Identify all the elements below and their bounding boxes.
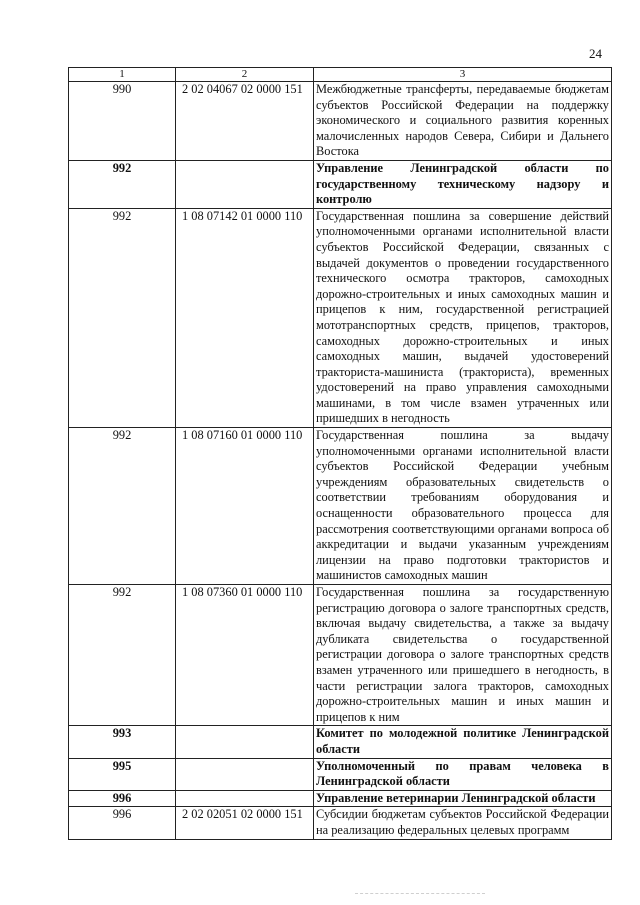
- table-body: [69, 82, 612, 840]
- revenue-code-cell: [176, 160, 314, 208]
- description-cell: Управление ветеринарии Ленинградской области: [314, 790, 612, 807]
- description-cell: Государственная пошлина за государственную регистрацию договора о залоге транспортных средств, включая выдачу свидетельства, а также за выдачу дубликата свидетельства о государственной регистрации договора о залоге транспортных средств взамен утраченного или пришедшего в негодность, в части регистрации залога тракторов, самоходных дорожно-строительных машин и иных машин и прицепов к ним: [314, 585, 612, 726]
- admin-code-cell: 993: [69, 726, 176, 758]
- description-cell: Комитет по молодежной политике Ленинградской области: [314, 726, 612, 758]
- admin-code-cell: 996: [69, 807, 176, 839]
- description-cell: Межбюджетные трансферты, передаваемые бюджетам субъектов Российской Федерации на поддержку экономического и социального развития коренных малочисленных народов Севера, Сибири и Дальнего Востока: [314, 82, 612, 161]
- revenue-code-cell: 2 02 04067 02 0000 151: [176, 82, 314, 161]
- admin-code-cell: 992: [69, 585, 176, 726]
- header-col-2: 2: [176, 68, 314, 82]
- admin-code-cell: 996: [69, 790, 176, 807]
- table-header-row: [69, 68, 612, 82]
- table-row: [69, 208, 612, 427]
- header-col-1: 1: [69, 68, 176, 82]
- section-header-row: [69, 758, 612, 790]
- revenue-code-cell: [176, 726, 314, 758]
- description-cell: Управление Ленинградской области по государственному техническому надзору и контролю: [314, 160, 612, 208]
- description-cell: Уполномоченный по правам человека в Ленинградской области: [314, 758, 612, 790]
- table-row: [69, 82, 612, 161]
- scan-artifact: [355, 893, 485, 895]
- table-row: [69, 807, 612, 839]
- revenue-code-cell: [176, 790, 314, 807]
- revenue-code-cell: 2 02 02051 02 0000 151: [176, 807, 314, 839]
- admin-code-cell: 992: [69, 428, 176, 585]
- header-col-3: 3: [314, 68, 612, 82]
- description-cell: Государственная пошлина за выдачу уполномоченными органами исполнительной власти субъектов Российской Федерации учебным учреждениям образовательных свидетельств о соответствии требованиям оборудования и оснащенности образовательного процесса для рассмотрения соответствующими органами вопроса об аккредитации и выдачи указанным учреждениям лицензии на право подготовки трактористов и машинистов самоходных машин: [314, 428, 612, 585]
- admin-code-cell: 992: [69, 160, 176, 208]
- section-header-row: [69, 790, 612, 807]
- admin-code-cell: 995: [69, 758, 176, 790]
- revenue-code-cell: 1 08 07360 01 0000 110: [176, 585, 314, 726]
- description-cell: Субсидии бюджетам субъектов Российской Федерации на реализацию федеральных целевых программ: [314, 807, 612, 839]
- page-number: 24: [589, 46, 602, 61]
- table-row: [69, 585, 612, 726]
- revenue-code-cell: [176, 758, 314, 790]
- admin-code-cell: 992: [69, 208, 176, 427]
- revenue-code-cell: 1 08 07142 01 0000 110: [176, 208, 314, 427]
- revenue-codes-table: [68, 67, 612, 840]
- table-row: [69, 428, 612, 585]
- section-header-row: [69, 160, 612, 208]
- revenue-code-cell: 1 08 07160 01 0000 110: [176, 428, 314, 585]
- admin-code-cell: 990: [69, 82, 176, 161]
- description-cell: Государственная пошлина за совершение действий уполномоченными органами исполнительной власти субъектов Российской Федерации, связанных с выдачей документов о проведении государственного технического осмотра тракторов, самоходных дорожно-строительных и иных самоходных машин и прицепов к ним, государственной регистрацией мототранспортных средств, прицепов, тракторов, самоходных дорожно-строительных и иных самоходных машин, выдачей удостоверений тракториста-машиниста (тракториста), временных удостоверений на право управления самоходными машинами, в том числе взамен утраченных или пришедших в негодность: [314, 208, 612, 427]
- section-header-row: [69, 726, 612, 758]
